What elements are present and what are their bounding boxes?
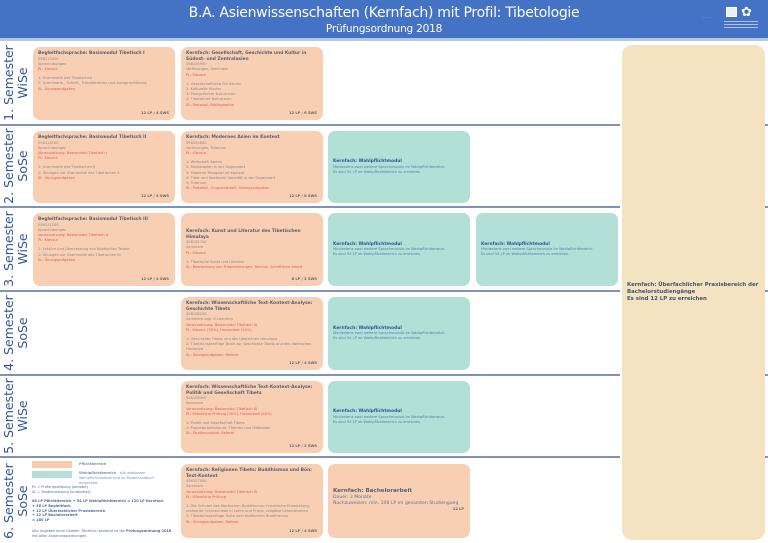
module-card-tibetisch-3[interactable]: Begleitfachsprache: Basismodul Tibetisch III 558121200 Sprachübungen Voraussetzung: Basismodul Tibetisch II PL: Klausur 1: Lektüre und Übersetzung von tibetischen Texten 2: Übungen zur Grammatik des Tibetischen III SL: Übungsaufgaben 12 LP / 4 SWS: [33, 213, 175, 286]
legend-swatch-wahlpflicht: [32, 471, 72, 478]
credit-points: 12 LP / 8 SWS: [289, 193, 317, 198]
semester-row-4: [0, 292, 620, 376]
legend-definitions: PL = Prüfungsleistung (benotet) SL = Studienleistung (unbenotet): [32, 485, 91, 494]
legend-swatch-pflicht: [32, 461, 72, 468]
module-card-wahlpflicht[interactable]: Kernfach: Wahlpflichtmodul Mindestens zwei weitere Sprachmodule im Wahlpflichtbereich. Es sind 54 LP im Wahlpflichtbereich zu erreichen.: [328, 213, 470, 286]
logo-caption: [724, 21, 758, 30]
semester-label: 2. Semester SoSe: [1, 128, 31, 204]
semester-row-2: [0, 126, 620, 208]
module-card-bachelorarbeit[interactable]: Kernfach: Bachelorarbeit Dauer: 3 Monate Nachzuweisen: min. 108 LP im gesamten Studiengang 12 LP: [328, 464, 470, 538]
semester-label: 5. Semester WiSe: [1, 378, 31, 454]
credit-points: 12 LP: [452, 506, 464, 511]
semester-label: 3. Semester WiSe: [1, 211, 31, 287]
logo-flower-icon: ✿: [741, 4, 752, 19]
credit-points: 12 LP / 4 SWS: [289, 360, 317, 365]
praxis-module-card[interactable]: [622, 45, 765, 540]
credit-points: 12 LP / 4 SWS: [141, 193, 169, 198]
module-card-tibetisch-1[interactable]: Begleitfachsprache: Basismodul Tibetisch I 558113000 Sprachübungen PL: Klausur 1: Grammatik des Tibetischen 2: Grammatik-, Schrift-, Transliteration und Aussprachübung SL: Übungsaufgaben 12 LP / 4 SWS: [33, 47, 175, 120]
module-card-gesellschaft[interactable]: Kernfach: Gesellschaft, Geschichte und Kultur in Südost- und Zentralasien 558130900 Vorlesungen, Seminare PL: Klausur 1: Gesellschaftliche Strukturen 2: Kulturelle Muster 3: Mongolischer Kulturraum 4: Tibetischer Kulturraum SL: Protokoll, Bibliographie 12 LP / 6 SWS: [181, 47, 323, 120]
module-card-modernes-asien[interactable]: Kernfach: Modernes Asien im Kontext 558104800 Vorlesungen, Tutorium PL: Klausur 1: Wirtschaft Asiens 2: Südostasien in der Gegenwart 3: Moderne Mongolei im Kontext 4: Tibet und tibetische Identität in der Gegenwart 5: Tutorium SL: Protokoll, Gruppenarbeit, Übungsaufgaben 12 LP / 8 SWS: [181, 131, 323, 203]
semester-label: 1. Semester WiSe: [1, 44, 31, 121]
praxis-description: Kernfach: Überfachlicher Praxisbereich der Bachelorstudiengänge Es sind 12 LP zu erreichen: [627, 282, 759, 302]
module-card-religionen-tibets[interactable]: Kernfach: Religionen Tibets: Buddhismus und Bön: Text-Kontext 558107000 Seminare Voraussetzung: Basismodul Tibetisch III PL: Mündliche Prüfung 1: Die Schulen des tibetischen Buddhismus: historische Entwicklung, markante Unterschiede in Lehre und Praxis, religiöse Lebensformen 2: Tibetischsprachige Texte zum tibetischen Buddhismus SL: Übungsaufgaben, Referat 12 LP / 4 SWS: [181, 464, 323, 538]
module-card-tibetisch-2[interactable]: Begleitfachsprache: Basismodul Tibetisch II 558113100 Sprachübungen Voraussetzung: Basismodul Tibetisch I PL: Klausur 1: Grammatik des Tibetischen II 2: Übungen zur Grammatik des Tibetischen II SL: Übungsaufgaben 12 LP / 4 SWS: [33, 131, 175, 203]
credit-points: 12 LP / 4 SWS: [141, 110, 169, 115]
credit-points: 12 LP / 4 SWS: [141, 276, 169, 281]
credit-points: 6 LP / 2 SWS: [291, 276, 317, 281]
legend-label-wahlpflicht: Wahlpflichtbereich - alle wählbaren Wahlpflichtmodule sind im Modulhandbuch aufgelistet: [79, 471, 155, 485]
university-logo: [702, 4, 760, 36]
credit-points: 12 LP / 6 SWS: [289, 110, 317, 115]
module-card-wahlpflicht[interactable]: Kernfach: Wahlpflichtmodul Mindestens zwei weitere Sprachmodule im Wahlpflichtbereich. Es sind 54 LP im Wahlpflichtbereich zu erreichen.: [328, 131, 470, 203]
credit-points: 12 LP / 2 SWS: [289, 443, 317, 448]
legend-credit-summary: 66 LP Pflichtbereich + 54 LP Wahlpflichtbereich = 120 LP Kernfach + 36 LP Begleitfach + 12 LP Überfachlicher Praxisbereich + 12 LP Bachelorarbeit = 180 LP: [32, 499, 164, 523]
page-header: [0, 0, 768, 41]
module-card-kunst-literatur[interactable]: Kernfach: Kunst und Literatur des Tibetischen Himalaya 558104700 Seminare PL: Klausur 1: Tibetische Kunst und Literatur SL: Bearbeitung von Fragestellungen, Referat, Schriftliche Arbeit 6 LP / 2 SWS: [181, 213, 323, 286]
semester-row-3: [0, 208, 620, 292]
semester-label: 6. Semester SoSe: [1, 462, 31, 539]
semester-label: 4. Semester SoSe: [1, 295, 31, 371]
module-card-geschichte-tibets[interactable]: Kernfach: Wissenschaftliche Text-Kontext-Analyse: Geschichte Tibets 558108100 Seminare zzgl. E-Learning Voraussetzung: Basismodul Tibetisch III PL: Klausur (50%), Hausarbeit (50%) 1: Geschichte Tibets und des tibetischen Himalaya 2: Tibetischsprachige Texte zur Geschichte Tibets und des tibetischen Himalaya SL: Übungsaufgaben, Referat 12 LP / 4 SWS: [181, 297, 323, 370]
logo-emblem-icon: [726, 7, 737, 17]
logo-wordmark: ···· ·· ·: [702, 15, 711, 19]
module-card-wahlpflicht[interactable]: Kernfach: Wahlpflichtmodul Mindestens zwei weitere Sprachmodule im Wahlpflichtbereich. Es sind 54 LP im Wahlpflichtbereich zu erreichen.: [328, 381, 470, 453]
legend-disclaimer: Alle Angaben ohne Gewähr. Rechtlich bindend ist die Prüfungsordnung 2018 mit allen Änderungsordnungen.: [32, 529, 172, 538]
credit-points: 12 LP / 4 SWS: [289, 528, 317, 533]
module-card-wahlpflicht[interactable]: Kernfach: Wahlpflichtmodul Mindestens zwei weitere Sprachmodule im Wahlpflichtbereich. Es sind 54 LP im Wahlpflichtbereich zu erreichen.: [476, 213, 618, 286]
legend-label-pflicht: Pflichtbereich: [79, 462, 107, 466]
module-card-wahlpflicht[interactable]: Kernfach: Wahlpflichtmodul Mindestens zwei weitere Sprachmodule im Wahlpflichtbereich. Es sind 54 LP im Wahlpflichtbereich zu erreichen.: [328, 297, 470, 370]
module-card-politik-gesellschaft[interactable]: Kernfach: Wissenschaftliche Text-Kontext-Analyse: Politik und Gesellschaft Tibets 558108300 Seminare Voraussetzung: Basismodul Tibetisch III PL: Mündliche Prüfung (40%), Hausarbeit (60%) 1: Politik und Gesellschaft Tibets 2: Projektarbeitsforum: Themen und Methoden SL: Studienprojekt, Referat 12 LP / 2 SWS: [181, 381, 323, 453]
semester-row-5: [0, 376, 620, 458]
semester-row-1: [0, 41, 620, 126]
page-subtitle: Prüfungsordnung 2018: [325, 23, 443, 35]
page-title: B.A. Asienwissenschaften (Kernfach) mit Profil: Tibetologie: [188, 5, 580, 21]
